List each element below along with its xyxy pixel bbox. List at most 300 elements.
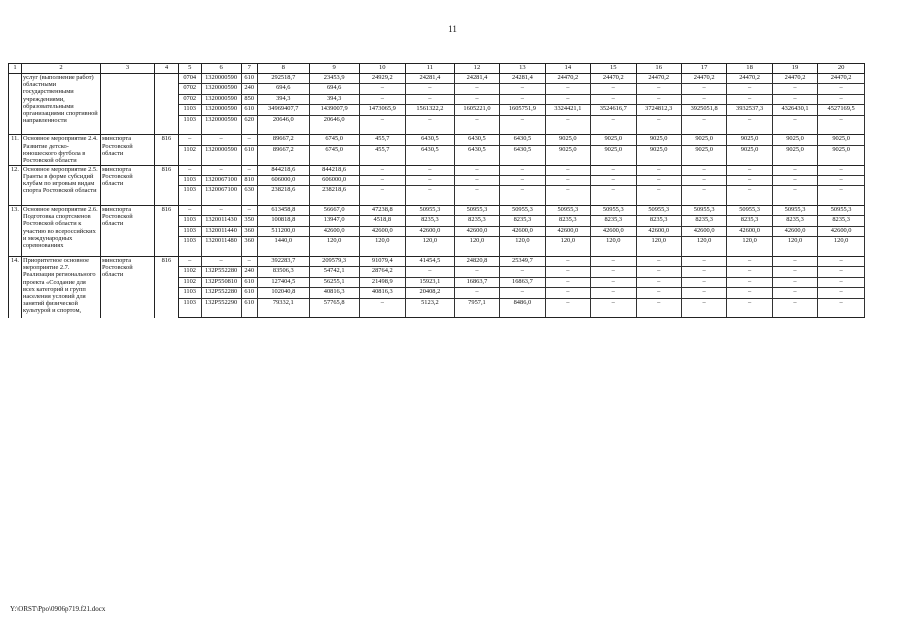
row-number: 11. <box>9 135 22 165</box>
table-cell: 3925051,8 <box>681 105 726 115</box>
table-cell: 610 <box>241 277 257 287</box>
table-cell: 1320000590 <box>201 115 241 125</box>
column-header-9: 9 <box>309 64 359 74</box>
table-cell: 620 <box>241 115 257 125</box>
table-cell <box>406 308 455 318</box>
table-cell: 56667,0 <box>309 206 359 216</box>
table-cell: 50955,3 <box>406 206 455 216</box>
table-cell <box>545 125 590 135</box>
table-cell <box>241 196 257 206</box>
table-cell: 28764,2 <box>359 267 406 277</box>
table-cell: – <box>772 298 817 308</box>
table-cell: 850 <box>241 94 257 104</box>
table-cell <box>727 155 772 165</box>
table-cell: – <box>772 94 817 104</box>
table-cell: 42600,0 <box>772 226 817 236</box>
table-cell: – <box>727 165 772 175</box>
column-header-2: 2 <box>21 64 100 74</box>
table-cell: 24470,2 <box>591 74 636 84</box>
table-cell: 120,0 <box>454 237 499 247</box>
table-cell: – <box>636 165 681 175</box>
table-cell: – <box>545 186 590 196</box>
grbs-code <box>155 74 179 135</box>
table-cell: 511200,0 <box>257 226 309 236</box>
table-cell <box>201 155 241 165</box>
table-cell: – <box>178 206 201 216</box>
table-cell <box>681 155 726 165</box>
table-cell: – <box>545 175 590 185</box>
table-cell: – <box>359 186 406 196</box>
table-cell: 455,7 <box>359 135 406 145</box>
table-cell <box>454 308 499 318</box>
table-cell: 42600,0 <box>591 226 636 236</box>
table-cell: 1102 <box>178 145 201 155</box>
executor: минспорта Ростовской области <box>100 135 154 165</box>
table-cell: 6430,5 <box>454 145 499 155</box>
table-cell: 610 <box>241 298 257 308</box>
table-cell: 360 <box>241 226 257 236</box>
table-cell: – <box>545 267 590 277</box>
table-cell: – <box>727 257 772 267</box>
table-cell: 1320011440 <box>201 226 241 236</box>
table-cell: – <box>500 94 545 104</box>
table-cell: – <box>727 298 772 308</box>
table-cell: 1440,0 <box>257 237 309 247</box>
table-cell: 24470,2 <box>727 74 772 84</box>
table-cell: – <box>727 115 772 125</box>
table-cell: 40816,3 <box>359 288 406 298</box>
table-cell: 50955,3 <box>591 206 636 216</box>
table-cell: – <box>591 175 636 185</box>
row-number <box>9 74 22 135</box>
table-cell <box>359 125 406 135</box>
table-cell <box>772 125 817 135</box>
table-cell: 120,0 <box>818 237 865 247</box>
table-cell: 42600,0 <box>681 226 726 236</box>
table-cell <box>257 308 309 318</box>
table-cell: 1439007,9 <box>309 105 359 115</box>
table-cell: – <box>636 277 681 287</box>
table-cell: 127404,5 <box>257 277 309 287</box>
table-row <box>9 257 865 267</box>
table-cell: 606000,0 <box>309 175 359 185</box>
table-cell: – <box>406 84 455 94</box>
table-cell: – <box>500 186 545 196</box>
table-cell: 50955,3 <box>727 206 772 216</box>
table-cell: 8235,3 <box>772 216 817 226</box>
table-row <box>9 135 865 145</box>
table-cell: 15923,1 <box>406 277 455 287</box>
table-cell: 13947,0 <box>309 216 359 226</box>
table-cell <box>201 308 241 318</box>
table-cell: 1320067100 <box>201 175 241 185</box>
table-cell: – <box>681 165 726 175</box>
table-cell: 1103 <box>178 175 201 185</box>
table-cell: – <box>681 94 726 104</box>
table-cell: 24929,2 <box>359 74 406 84</box>
table-cell: 9025,0 <box>591 145 636 155</box>
table-cell: – <box>681 288 726 298</box>
table-cell: 0704 <box>178 74 201 84</box>
table-cell: 120,0 <box>406 237 455 247</box>
table-cell: 42600,0 <box>454 226 499 236</box>
table-cell: 606000,0 <box>257 175 309 185</box>
table-cell: – <box>454 186 499 196</box>
table-cell: 292518,7 <box>257 74 309 84</box>
table-cell: 1102 <box>178 267 201 277</box>
table-cell: 24820,8 <box>454 257 499 267</box>
row-number: 12. <box>9 165 22 206</box>
table-cell: – <box>636 175 681 185</box>
table-cell: – <box>500 165 545 175</box>
table-cell: 238218,6 <box>309 186 359 196</box>
table-cell <box>500 196 545 206</box>
table-cell: – <box>772 165 817 175</box>
table-cell: 3724812,3 <box>636 105 681 115</box>
table-cell: – <box>772 175 817 185</box>
table-cell: 5123,2 <box>406 298 455 308</box>
table-cell: 240 <box>241 267 257 277</box>
table-cell: 3524616,7 <box>591 105 636 115</box>
table-cell: 9025,0 <box>636 145 681 155</box>
table-cell <box>545 155 590 165</box>
table-cell: 42600,0 <box>406 226 455 236</box>
table-cell: 50955,3 <box>818 206 865 216</box>
row-number: 13. <box>9 206 22 257</box>
table-cell: 394,3 <box>257 94 309 104</box>
table-cell: – <box>500 288 545 298</box>
table-cell <box>359 247 406 257</box>
table-cell: 9025,0 <box>818 145 865 155</box>
column-header-17: 17 <box>681 64 726 74</box>
table-cell: – <box>545 94 590 104</box>
table-cell: 9025,0 <box>772 135 817 145</box>
table-cell: – <box>406 165 455 175</box>
table-cell: – <box>591 115 636 125</box>
table-cell: – <box>818 298 865 308</box>
table-cell: – <box>359 175 406 185</box>
table-cell: 6745,0 <box>309 135 359 145</box>
event-name: Основное мероприятие 2.6. Подготовка спортсменов Ростовской области к участию во всероссийских и международных соревнованиях <box>21 206 100 257</box>
table-cell <box>727 247 772 257</box>
table-cell: – <box>359 165 406 175</box>
table-cell: – <box>406 186 455 196</box>
table-cell <box>591 125 636 135</box>
executor: минспорта Ростовской области <box>100 206 154 257</box>
table-cell: 79332,1 <box>257 298 309 308</box>
table-cell: 6430,5 <box>406 135 455 145</box>
table-cell: 91079,4 <box>359 257 406 267</box>
table-cell: – <box>681 298 726 308</box>
table-cell: – <box>359 298 406 308</box>
table-cell: 1473065,9 <box>359 105 406 115</box>
table-cell: 8235,3 <box>636 216 681 226</box>
executor <box>100 74 154 135</box>
table-cell: – <box>359 94 406 104</box>
table-cell: 610 <box>241 288 257 298</box>
table-cell: – <box>359 115 406 125</box>
executor: минспорта Ростовской области <box>100 257 154 318</box>
table-cell: – <box>772 186 817 196</box>
table-cell: 8235,3 <box>591 216 636 226</box>
table-cell: – <box>681 267 726 277</box>
table-cell: – <box>545 84 590 94</box>
table-cell: 1103 <box>178 216 201 226</box>
table-cell: – <box>591 298 636 308</box>
table-cell: 16863,7 <box>500 277 545 287</box>
table-cell: 50955,3 <box>636 206 681 216</box>
table-cell: – <box>454 84 499 94</box>
table-cell: 120,0 <box>500 237 545 247</box>
table-cell: – <box>772 115 817 125</box>
column-header-20: 20 <box>818 64 865 74</box>
table-cell: 1103 <box>178 186 201 196</box>
table-cell <box>178 155 201 165</box>
table-cell <box>201 125 241 135</box>
table-cell: 102040,8 <box>257 288 309 298</box>
table-cell: – <box>636 115 681 125</box>
table-cell: 54742,1 <box>309 267 359 277</box>
table-cell: 6430,5 <box>500 135 545 145</box>
table-cell <box>241 247 257 257</box>
table-cell: 1103 <box>178 226 201 236</box>
table-cell <box>309 125 359 135</box>
table-cell: 34969407,7 <box>257 105 309 115</box>
column-header-11: 11 <box>406 64 455 74</box>
table-cell: 56255,1 <box>309 277 359 287</box>
table-cell: – <box>681 186 726 196</box>
column-header-10: 10 <box>359 64 406 74</box>
table-cell: 83506,3 <box>257 267 309 277</box>
table-cell <box>591 196 636 206</box>
table-cell <box>309 155 359 165</box>
table-cell: – <box>727 288 772 298</box>
table-cell: 1320011430 <box>201 216 241 226</box>
table-cell: 120,0 <box>359 237 406 247</box>
table-cell <box>818 308 865 318</box>
table-cell <box>818 155 865 165</box>
table-cell: 21498,9 <box>359 277 406 287</box>
table-cell: 610 <box>241 74 257 84</box>
table-cell <box>257 155 309 165</box>
column-header-18: 18 <box>727 64 772 74</box>
table-cell: 7957,1 <box>454 298 499 308</box>
table-cell: – <box>545 288 590 298</box>
table-cell: – <box>178 257 201 267</box>
table-cell: 9025,0 <box>545 135 590 145</box>
table-cell: – <box>818 186 865 196</box>
budget-table <box>8 63 865 318</box>
table-cell: 1605221,0 <box>454 105 499 115</box>
table-cell: 9025,0 <box>545 145 590 155</box>
table-cell: – <box>201 165 241 175</box>
table-cell: – <box>591 94 636 104</box>
table-cell <box>636 196 681 206</box>
table-cell: 394,3 <box>309 94 359 104</box>
table-cell: – <box>545 115 590 125</box>
table-row <box>9 74 865 84</box>
table-cell: – <box>201 257 241 267</box>
table-row <box>9 165 865 175</box>
table-cell: – <box>818 165 865 175</box>
table-cell: – <box>636 267 681 277</box>
table-cell: 1103 <box>178 237 201 247</box>
table-cell: – <box>818 257 865 267</box>
table-cell: 50955,3 <box>545 206 590 216</box>
table-cell <box>178 196 201 206</box>
table-cell: 24470,2 <box>772 74 817 84</box>
table-cell: 20408,2 <box>406 288 455 298</box>
table-cell: – <box>818 175 865 185</box>
table-cell: – <box>636 298 681 308</box>
table-cell: – <box>454 94 499 104</box>
table-cell: 694,6 <box>257 84 309 94</box>
table-cell <box>818 125 865 135</box>
table-cell: 1561322,2 <box>406 105 455 115</box>
table-cell <box>241 125 257 135</box>
table-cell: 6430,5 <box>500 145 545 155</box>
table-cell: 9025,0 <box>727 145 772 155</box>
table-cell: 50955,3 <box>772 206 817 216</box>
table-cell: 4518,8 <box>359 216 406 226</box>
table-cell: 120,0 <box>681 237 726 247</box>
table-cell: – <box>201 135 241 145</box>
table-cell: – <box>636 94 681 104</box>
column-header-16: 16 <box>636 64 681 74</box>
table-cell: 42600,0 <box>359 226 406 236</box>
table-cell: 8235,3 <box>406 216 455 226</box>
table-cell <box>454 247 499 257</box>
table-cell <box>681 308 726 318</box>
table-cell: 24470,2 <box>818 74 865 84</box>
table-cell <box>454 125 499 135</box>
table-cell <box>406 196 455 206</box>
table-cell: 630 <box>241 186 257 196</box>
table-cell: 100818,8 <box>257 216 309 226</box>
table-cell: – <box>454 267 499 277</box>
table-cell: – <box>772 257 817 267</box>
table-cell: 20646,0 <box>309 115 359 125</box>
table-cell: – <box>636 84 681 94</box>
table-cell: 50955,3 <box>454 206 499 216</box>
table-cell: 9025,0 <box>681 135 726 145</box>
table-cell <box>681 247 726 257</box>
table-cell: 6745,0 <box>309 145 359 155</box>
table-cell <box>178 125 201 135</box>
table-cell: – <box>727 267 772 277</box>
table-cell <box>772 308 817 318</box>
table-cell: 120,0 <box>545 237 590 247</box>
table-cell: 25349,7 <box>500 257 545 267</box>
table-cell: 89667,2 <box>257 145 309 155</box>
grbs-code: 816 <box>155 135 179 165</box>
table-cell: – <box>772 267 817 277</box>
table-cell: 238218,6 <box>257 186 309 196</box>
column-header-7: 7 <box>241 64 257 74</box>
table-cell <box>359 196 406 206</box>
table-cell: – <box>818 277 865 287</box>
table-cell: 24281,4 <box>454 74 499 84</box>
table-cell: 810 <box>241 175 257 185</box>
table-cell: – <box>591 267 636 277</box>
table-cell: 42600,0 <box>309 226 359 236</box>
table-cell: 120,0 <box>591 237 636 247</box>
table-cell: – <box>454 115 499 125</box>
table-cell <box>454 196 499 206</box>
table-cell: 41454,5 <box>406 257 455 267</box>
table-cell: – <box>681 175 726 185</box>
table-cell: 694,6 <box>309 84 359 94</box>
table-cell <box>772 155 817 165</box>
table-cell: – <box>681 277 726 287</box>
table-cell <box>545 247 590 257</box>
table-cell: – <box>454 165 499 175</box>
table-cell <box>591 308 636 318</box>
table-cell: – <box>591 165 636 175</box>
table-cell: 1320000590 <box>201 84 241 94</box>
table-cell: – <box>500 115 545 125</box>
column-header-6: 6 <box>201 64 241 74</box>
table-cell: – <box>818 84 865 94</box>
table-cell: – <box>241 206 257 216</box>
table-cell: – <box>727 175 772 185</box>
table-cell: – <box>772 288 817 298</box>
table-cell: 6430,5 <box>406 145 455 155</box>
table-cell: – <box>406 175 455 185</box>
table-cell: – <box>636 186 681 196</box>
table-cell <box>309 308 359 318</box>
table-cell <box>727 125 772 135</box>
table-cell: – <box>818 288 865 298</box>
table-cell: – <box>591 257 636 267</box>
table-cell: – <box>591 277 636 287</box>
table-cell: – <box>636 257 681 267</box>
table-cell: 8235,3 <box>454 216 499 226</box>
table-cell: – <box>241 165 257 175</box>
row-number: 14. <box>9 257 22 318</box>
table-cell: 8486,0 <box>500 298 545 308</box>
table-cell: 1320000590 <box>201 74 241 84</box>
table-header <box>9 64 865 74</box>
table-cell <box>257 125 309 135</box>
table-cell: 24470,2 <box>636 74 681 84</box>
table-cell: 47238,8 <box>359 206 406 216</box>
table-cell: – <box>636 288 681 298</box>
table-cell <box>818 196 865 206</box>
table-cell: 9025,0 <box>772 145 817 155</box>
column-header-4: 4 <box>155 64 179 74</box>
table-cell: 1320000590 <box>201 105 241 115</box>
table-cell: – <box>681 257 726 267</box>
table-cell: – <box>681 84 726 94</box>
table-cell: 209579,3 <box>309 257 359 267</box>
table-cell <box>309 247 359 257</box>
table-cell <box>406 155 455 165</box>
table-cell: 50955,3 <box>681 206 726 216</box>
table-cell: 8235,3 <box>681 216 726 226</box>
table-cell: – <box>591 84 636 94</box>
table-cell: – <box>406 94 455 104</box>
table-cell <box>500 125 545 135</box>
table-cell: 8235,3 <box>727 216 772 226</box>
table-cell: 3932537,3 <box>727 105 772 115</box>
table-cell: 9025,0 <box>591 135 636 145</box>
table-cell <box>500 308 545 318</box>
table-cell <box>454 155 499 165</box>
table-cell: – <box>591 186 636 196</box>
table-cell <box>500 247 545 257</box>
table-cell <box>359 155 406 165</box>
